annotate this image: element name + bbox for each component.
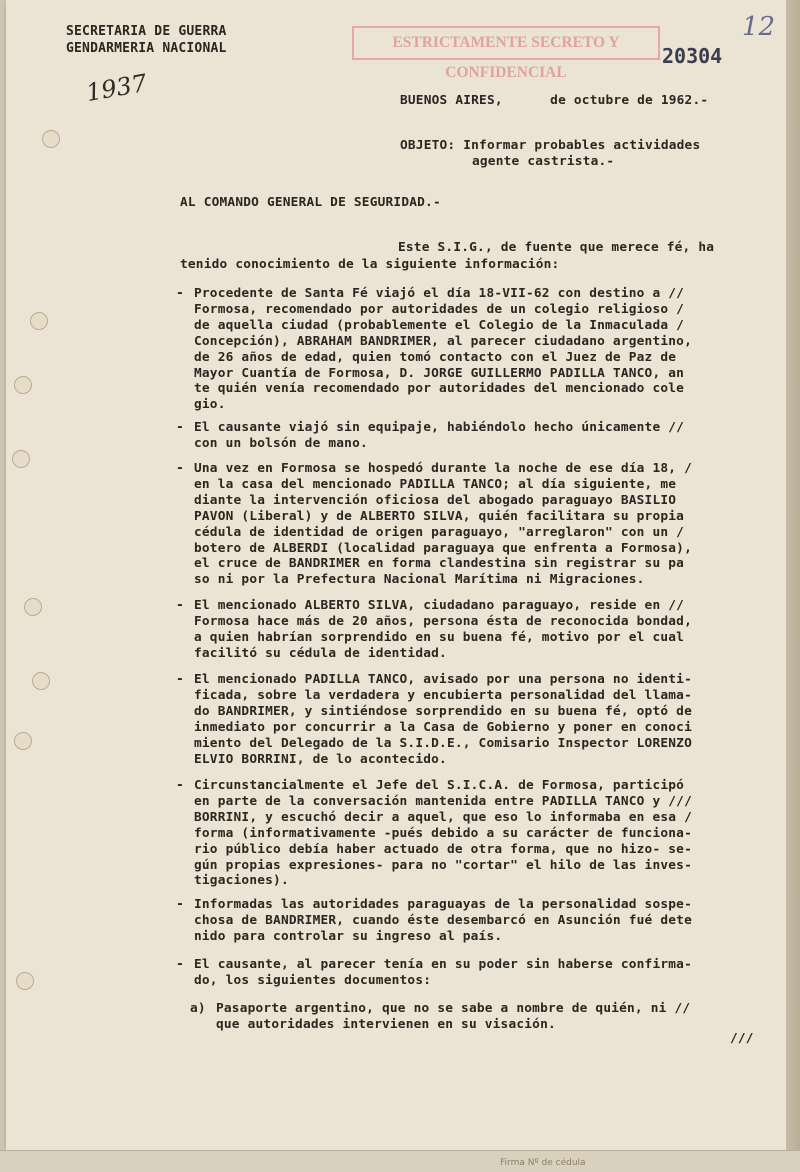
paragraph-line: ficada, sobre la verdadera y encubierta personalidad del llama- (194, 687, 692, 703)
list-item-line-2: que autoridades intervienen en su visación. (216, 1017, 556, 1032)
paragraph-line: so ni por la Prefectura Nacional Marítima ni Migraciones. (194, 572, 645, 588)
underlying-page-edge (786, 0, 800, 1171)
office-line-2: GENDARMERIA NACIONAL (66, 41, 227, 56)
punch-hole (14, 732, 32, 750)
bottom-page-strip (0, 1150, 800, 1172)
paragraph-line: El causante, al parecer tenía en su poder sin haberse confirma- (194, 957, 692, 972)
paragraph-line: Formosa hace más de 20 años, persona ésta de reconocida bondad, (194, 613, 692, 629)
intro-line-1: Este S.I.G., de fuente que merece fé, ha (398, 240, 715, 255)
office-line-1: SECRETARIA DE GUERRA (66, 24, 227, 39)
punch-hole (14, 376, 32, 394)
paragraph-line: rio público debía haber actuado de otra forma, que no hizo- se- (194, 841, 692, 857)
paragraph-line: gio. (194, 397, 226, 413)
paragraph-line: de 26 años de edad, quien tomó contacto con el Juez de Paz de (194, 349, 677, 365)
paragraph-line: ELVIO BORRINI, de lo acontecido. (194, 751, 447, 767)
paragraph-line: en parte de la conversación mantenida entre PADILLA TANCO y /// (194, 793, 692, 809)
list-item-line-1: Pasaporte argentino, que no se sabe a nombre de quién, ni // (216, 1001, 691, 1016)
paragraph-line: chosa de BANDRIMER, cuando éste desembarcó en Asunción fué dete (194, 912, 692, 928)
document-number: 20304 (662, 44, 723, 68)
paragraph-line: Circunstancialmente el Jefe del S.I.C.A. de Formosa, participó (194, 778, 685, 793)
page-number: 12 (742, 12, 776, 42)
punch-hole (42, 130, 60, 148)
punch-hole (12, 450, 30, 468)
paragraph-line: nido para controlar su ingreso al país. (194, 928, 503, 944)
confidential-stamp: ESTRICTAMENTE SECRETO Y CONFIDENCIAL (352, 26, 660, 60)
paragraph-line: BORRINI, y escuchó decir a aquel, que eso lo informaba en esa / (194, 809, 692, 825)
bottom-strip-text: Firma Nº de cédula (500, 1158, 586, 1168)
paragraph-line: Concepción), ABRAHAM BANDRIMER, al parecer ciudadano argentino, (194, 333, 692, 349)
paragraph-bullet: - (176, 420, 185, 435)
handwritten-year: 1937 (84, 68, 150, 108)
paragraph-line: El causante viajó sin equipaje, habiéndolo hecho únicamente // (194, 420, 685, 435)
date-line: BUENOS AIRES, de octubre de 1962.- (400, 93, 709, 108)
addressee: AL COMANDO GENERAL DE SEGURIDAD.- (180, 195, 441, 210)
punch-hole (32, 672, 50, 690)
paragraph-line: con un bolsón de mano. (194, 435, 368, 451)
paragraph-line: Procedente de Santa Fé viajó el día 18-VII-62 con destino a // (194, 286, 685, 301)
punch-hole (24, 598, 42, 616)
paragraph-line: Una vez en Formosa se hospedó durante la noche de ese día 18, / (194, 461, 692, 476)
subject-line-2: agente castrista.- (472, 154, 615, 169)
paragraph-line: gún propias expresiones- para no "cortar" el hilo de las inves- (194, 857, 692, 873)
paragraph-bullet: - (176, 461, 185, 476)
paragraph-line: Mayor Cuantía de Formosa, D. JORGE GUILLERMO PADILLA TANCO, an (194, 365, 685, 381)
paragraph-line: PAVON (Liberal) y de ALBERTO SILVA, quién facilitara su propia (194, 508, 685, 524)
paragraph-bullet: - (176, 957, 185, 972)
paragraph-bullet: - (176, 672, 185, 687)
paragraph-line: de aquella ciudad (probablemente el Colegio de la Inmaculada / (194, 317, 685, 333)
intro-line-2: tenido conocimiento de la siguiente información: (180, 257, 560, 272)
paragraph-line: Informadas las autoridades paraguayas de la personalidad sospe- (194, 897, 692, 912)
paragraph-line: en la casa del mencionado PADILLA TANCO; al día siguiente, me (194, 476, 677, 492)
paragraph-bullet: - (176, 897, 185, 912)
paragraph-line: forma (informativamente -pués debido a su carácter de funciona- (194, 825, 692, 841)
list-item-marker: a) (190, 1001, 206, 1016)
paragraph-line: tigaciones). (194, 873, 289, 889)
paragraph-bullet: - (176, 598, 185, 613)
paragraph-line: El mencionado PADILLA TANCO, avisado por una persona no identi- (194, 672, 692, 687)
paragraph-line: diante la intervención oficiosa del abogado paraguayo BASILIO (194, 492, 677, 508)
punch-hole (16, 972, 34, 990)
subject-line-1: OBJETO: Informar probables actividades (400, 138, 701, 153)
paragraph-bullet: - (176, 286, 185, 301)
punch-hole (30, 312, 48, 330)
paragraph-bullet: - (176, 778, 185, 793)
paragraph-line: do, los siguientes documentos: (194, 972, 432, 988)
paragraph-line: cédula de identidad de origen paraguayo, "arreglaron" con un / (194, 524, 685, 540)
paragraph-line: el cruce de BANDRIMER en forma clandestina sin registrar su pa (194, 556, 685, 572)
paragraph-line: botero de ALBERDI (localidad paraguaya que enfrenta a Formosa), (194, 540, 692, 556)
paragraph-line: Formosa, recomendado por autoridades de un colegio religioso / (194, 301, 685, 317)
paragraph-line: do BANDRIMER, y sintiéndose sorprendido en su buena fé, optó de (194, 703, 692, 719)
paragraph-line: a quien habrían sorprendido en su buena fé, motivo por el cual (194, 629, 685, 645)
paragraph-line: El mencionado ALBERTO SILVA, ciudadano paraguayo, reside en // (194, 598, 685, 613)
paragraph-line: facilitó su cédula de identidad. (194, 645, 447, 661)
continuation-mark: /// (730, 1031, 754, 1046)
paragraph-line: inmediato por concurrir a la Casa de Gobierno y poner en conoci (194, 719, 692, 735)
paragraph-line: te quién venía recomendado por autoridades del mencionado cole (194, 381, 685, 397)
paragraph-line: miento del Delegado de la S.I.D.E., Comisario Inspector LORENZO (194, 735, 692, 751)
